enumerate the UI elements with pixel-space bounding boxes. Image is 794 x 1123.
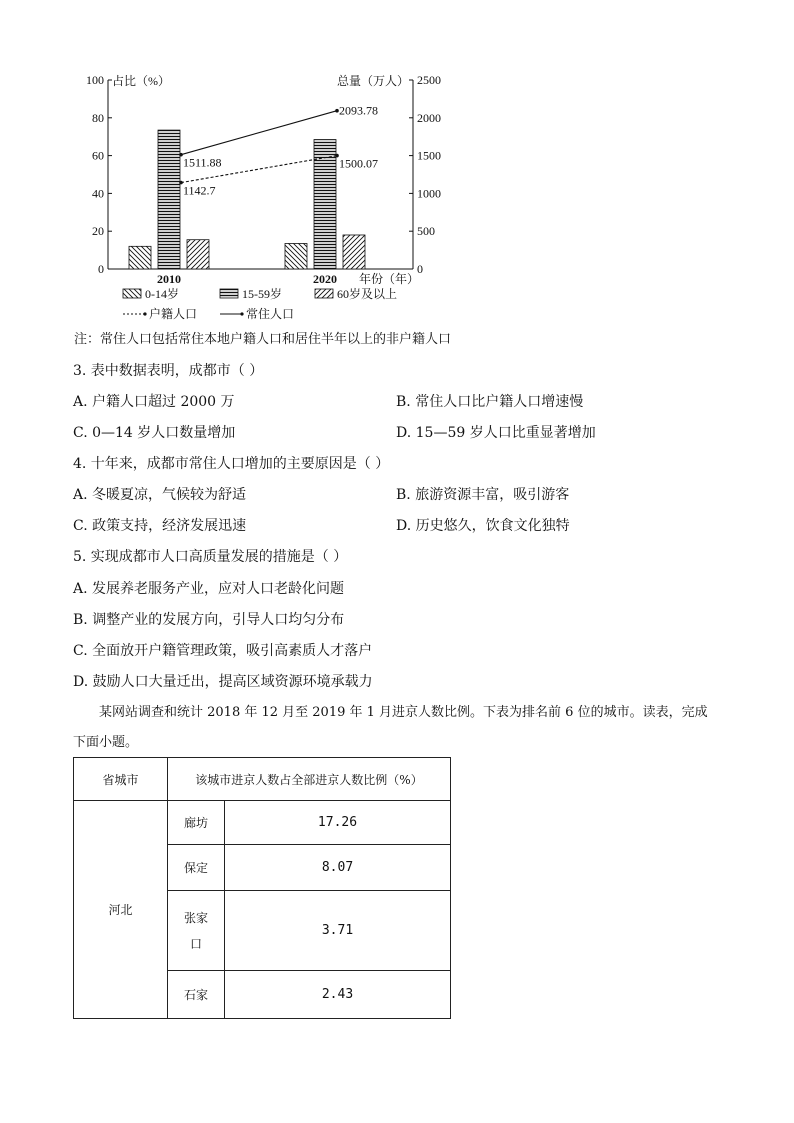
left-tick-label: 20 <box>92 224 104 239</box>
q4-option-c: C. 政策支持，经济发展迅速 <box>73 518 247 534</box>
right-axis-label: 总量（万人） <box>336 74 409 88</box>
left-tick-label: 100 <box>86 73 104 87</box>
q5-option-a: A. 发展养老服务产业，应对人口老龄化问题 <box>73 581 345 597</box>
city-cell: 保定 <box>168 845 225 891</box>
right-tick-label: 1500 <box>417 148 441 163</box>
legend-label: 常住人口 <box>246 307 295 321</box>
legend-label: 15-59岁 <box>242 287 282 301</box>
legend-label: 0-14岁 <box>145 287 179 301</box>
q5-stem: 5. 实现成都市人口高质量发展的措施是（ ） <box>73 549 348 565</box>
q3-option-b: B. 常住人口比户籍人口增速慢 <box>396 394 584 410</box>
beijing-visitor-table <box>73 757 451 1019</box>
header-ratio: 该城市进京人数占全部进京人数比例（%） <box>168 758 451 801</box>
left-tick-label: 60 <box>92 148 104 163</box>
right-tick-label: 0 <box>417 262 423 276</box>
q3-option-d: D. 15—59 岁人口比重显著增加 <box>396 425 596 441</box>
q4-option-a: A. 冬暖夏凉，气候较为舒适 <box>73 487 247 503</box>
province-cell: 河北 <box>74 801 168 1019</box>
data-label: 1500.07 <box>339 156 378 171</box>
value-cell: 17.26 <box>225 801 451 845</box>
header-province: 省城市 <box>74 758 168 801</box>
q5-option-d: D. 鼓励人口大量迁出，提高区域资源环境承载力 <box>73 674 373 690</box>
left-tick-label: 40 <box>92 186 104 201</box>
data-label: 2093.78 <box>339 103 378 118</box>
legend-swatch <box>315 289 333 298</box>
legend-swatch <box>220 289 238 298</box>
chart-lines <box>179 104 378 198</box>
x-axis-label: 年份（年） <box>359 272 420 286</box>
right-tick-label: 500 <box>417 224 435 239</box>
city-cell: 张家口 <box>168 891 225 971</box>
right-tick-label: 2500 <box>417 73 441 87</box>
chart-legend <box>123 286 397 321</box>
city-cell: 廊坊 <box>168 801 225 845</box>
right-tick-label: 2000 <box>417 110 441 125</box>
chart-note: 注：常住人口包括常住本地户籍人口和居住半年以上的非户籍人口 <box>74 332 452 347</box>
value-cell: 3.71 <box>225 891 451 971</box>
q5-option-c: C. 全面放开户籍管理政策，吸引高素质人才落户 <box>73 643 373 659</box>
x-tick-label: 2020 <box>313 272 337 286</box>
value-cell: 2.43 <box>225 971 451 1019</box>
population-chart <box>0 0 794 330</box>
q3-option-c: C. 0—14 岁人口数量增加 <box>73 425 236 441</box>
bar <box>285 243 307 269</box>
bar <box>314 140 336 269</box>
chart-bars <box>129 130 365 269</box>
legend-point <box>240 312 243 315</box>
left-tick-label: 80 <box>92 110 104 125</box>
q3-option-a: A. 户籍人口超过 2000 万 <box>73 394 235 410</box>
legend-label: 60岁及以上 <box>337 287 398 301</box>
left-axis-label: 占比（%） <box>112 74 170 88</box>
x-tick-label: 2010 <box>157 272 181 286</box>
value-cell: 8.07 <box>225 845 451 891</box>
right-tick-label: 1000 <box>417 186 441 201</box>
legend-point <box>143 312 146 315</box>
q3-stem: 3. 表中数据表明，成都市（ ） <box>73 363 264 379</box>
data-label: 1142.7 <box>183 183 216 198</box>
legend-swatch <box>123 289 141 298</box>
left-tick-label: 0 <box>98 262 104 276</box>
intro-paragraph: 某网站调查和统计 2018 年 12 月至 2019 年 1 月进京人数比例。下表为排名前 6 位的城市。读表，完成下面小题。 <box>73 705 708 750</box>
legend-label: 户籍人口 <box>149 307 198 321</box>
q4-option-d: D. 历史悠久，饮食文化独特 <box>396 518 570 534</box>
city-cell: 石家 <box>168 971 225 1019</box>
q5-option-b: B. 调整产业的发展方向，引导人口均匀分布 <box>73 612 345 628</box>
q4-stem: 4. 十年来，成都市常住人口增加的主要原因是（ ） <box>73 456 390 472</box>
q4-option-b: B. 旅游资源丰富，吸引游客 <box>396 487 570 503</box>
bar <box>187 240 209 269</box>
bar <box>343 235 365 269</box>
bar <box>129 246 151 269</box>
bar <box>158 130 180 269</box>
data-label: 1511.88 <box>183 155 222 170</box>
